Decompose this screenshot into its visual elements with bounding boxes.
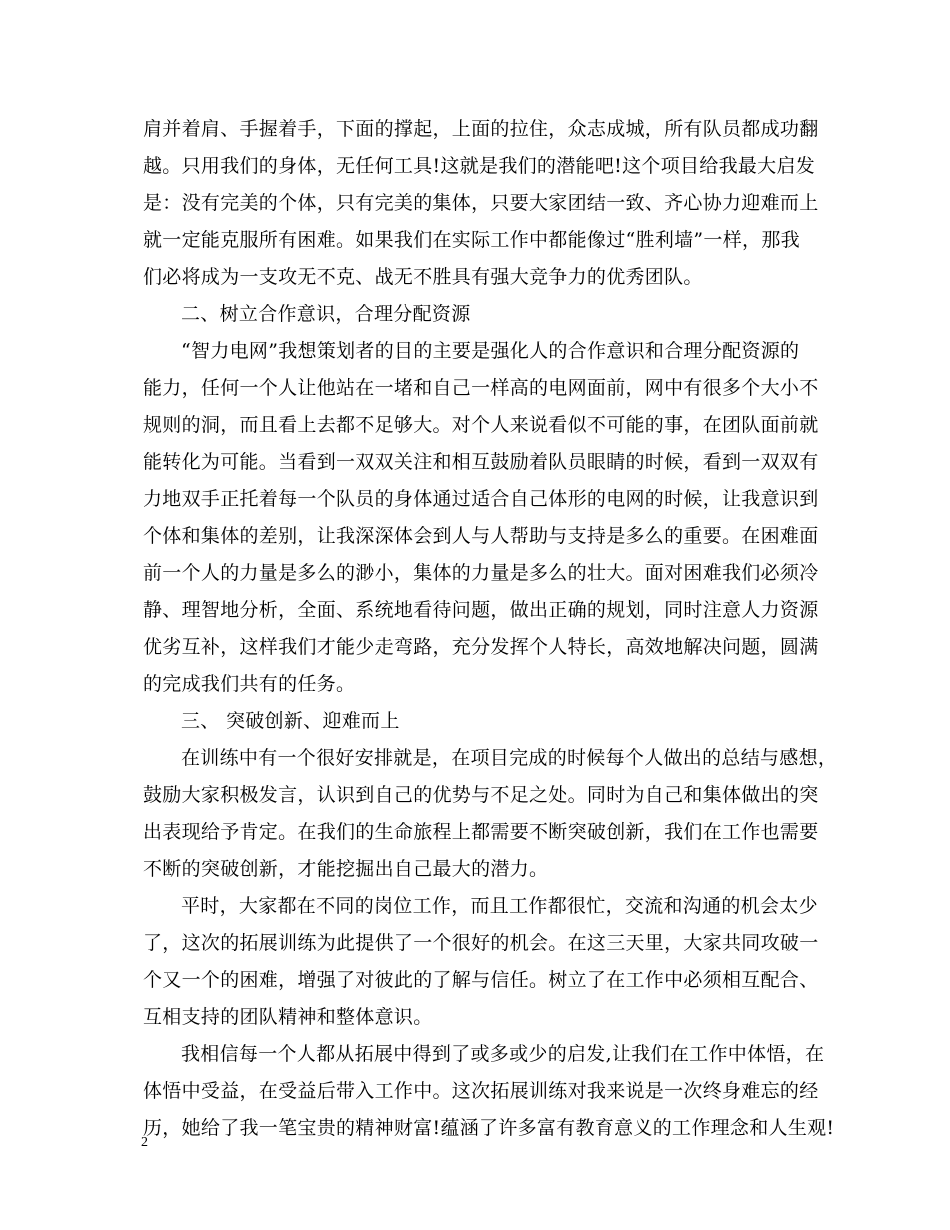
text-line: 越。只用我们的身体，无任何工具!这就是我们的潜能吧!这个项目给我最大启发 (143, 155, 816, 177)
text-line: 能转化为可能。当看到一双双关注和相互鼓励着队员眼睛的时候，看到一双双有 (143, 451, 819, 473)
paragraph-first-line: 在训练中有一个很好安排就是，在项目完成的时候每个人做出的总结与感想， (181, 747, 838, 769)
page-number: 2 (141, 1135, 148, 1150)
paragraph-first-line: “智力电网”我想策划者的目的主要是强化人的合作意识和合理分配资源的 (181, 340, 800, 362)
text-line: 体悟中受益，在受益后带入工作中。这次拓展训练对我来说是一次终身难忘的经 (143, 1080, 819, 1102)
paragraph-first-line: 平时，大家都在不同的岗位工作，而且工作都很忙，交流和沟通的机会太少 (181, 895, 818, 917)
text-line: 前一个人的力量是多么的渺小，集体的力量是多么的壮大。面对困难我们必须冷 (143, 562, 819, 584)
text-line: 力地双手正托着每一个队员的身体通过适合自己体形的电网的时候，让我意识到 (143, 488, 819, 510)
text-line: 了，这次的拓展训练为此提供了一个很好的机会。在这三天里，大家共同攻破一 (143, 932, 819, 954)
text-line: 们必将成为一支攻无不克、战无不胜具有强大竞争力的优秀团队。 (143, 266, 703, 288)
text-line: 鼓励大家积极发言，认识到自己的优势与不足之处。同时为自己和集体做出的突 (143, 784, 819, 806)
text-line: 个又一个的困难，增强了对彼此的了解与信任。树立了在工作中必须相互配合、 (143, 969, 819, 991)
section-heading: 三、 突破创新、迎难而上 (181, 710, 400, 732)
text-line: 历，她给了我一笔宝贵的精神财富!蕴涵了许多富有教育意义的工作理念和人生观! (143, 1117, 835, 1139)
text-line: 不断的突破创新，才能挖掘出自己最大的潜力。 (143, 858, 549, 880)
text-line: 是：没有完美的个体，只有完美的集体，只要大家团结一致、齐心协力迎难而上 (143, 192, 819, 214)
text-line: 优劣互补，这样我们才能少走弯路，充分发挥个人特长，高效地解决问题，圆满 (143, 636, 819, 658)
text-line: 的完成我们共有的任务。 (143, 673, 356, 695)
text-line: 互相支持的团队精神和整体意识。 (143, 1006, 433, 1028)
text-line: 出表现给予肯定。在我们的生命旅程上都需要不断突破创新，我们在工作也需要 (143, 821, 819, 843)
text-line: 静、理智地分析，全面、系统地看待问题，做出正确的规划，同时注意人力资源 (143, 599, 819, 621)
text-line: 个体和集体的差别，让我深深体会到人与人帮助与支持是多么的重要。在困难面 (143, 525, 819, 547)
text-line: 就一定能克服所有困难。如果我们在实际工作中都能像过“胜利墙”一样，那我 (143, 229, 800, 251)
text-line: 肩并着肩、手握着手，下面的撑起，上面的拉住，众志成城，所有队员都成功翻 (143, 118, 819, 140)
text-line: 规则的洞，而且看上去都不足够大。对个人来说看似不可能的事，在团队面前就 (143, 414, 819, 436)
text-line: 能力，任何一个人让他站在一堵和自己一样高的电网面前，网中有很多个大小不 (143, 377, 819, 399)
paragraph-first-line: 我相信每一个人都从拓展中得到了或多或少的启发,让我们在工作中体悟，在 (181, 1043, 825, 1065)
section-heading: 二、树立合作意识，合理分配资源 (181, 303, 471, 325)
